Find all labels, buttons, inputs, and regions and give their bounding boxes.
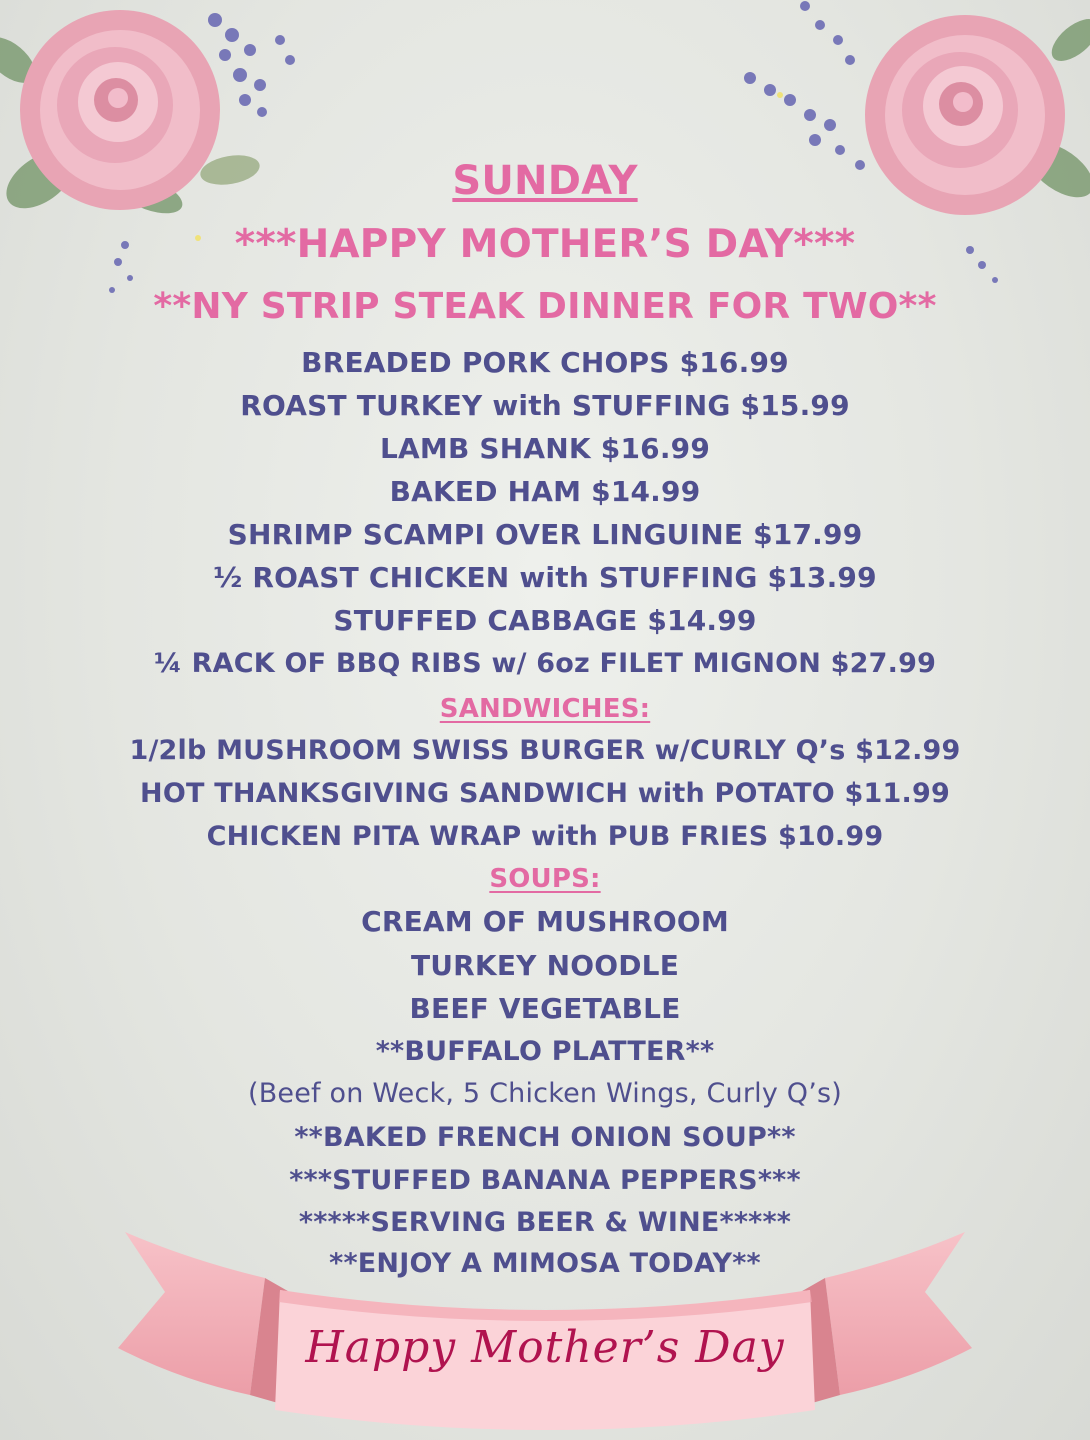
menu-item: **BUFFALO PLATTER** — [375, 1036, 715, 1067]
menu-item: CREAM OF MUSHROOM — [361, 905, 729, 938]
menu-item: 1/2lb MUSHROOM SWISS BURGER w/CURLY Q’s $12.99 — [129, 735, 961, 766]
menu-item: ***STUFFED BANANA PEPPERS*** — [289, 1165, 801, 1196]
menu-item-note: (Beef on Weck, 5 Chicken Wings, Curly Q’s) — [247, 1078, 843, 1109]
menu-item: **BAKED FRENCH ONION SOUP** — [294, 1122, 796, 1153]
menu-item: BEEF VEGETABLE — [409, 992, 681, 1025]
menu-item: ¼ RACK OF BBQ RIBS w/ 6oz FILET MIGNON $27.99 — [153, 648, 937, 679]
menu-item: BAKED HAM $14.99 — [389, 475, 701, 508]
menu-item: ½ ROAST CHICKEN with STUFFING $13.99 — [213, 561, 877, 594]
menu-item: LAMB SHANK $16.99 — [379, 432, 711, 465]
menu-item: HOT THANKSGIVING SANDWICH with POTATO $11.99 — [140, 778, 950, 809]
menu-item: **ENJOY A MIMOSA TODAY** — [329, 1248, 761, 1279]
menu-day: SUNDAY — [452, 158, 638, 204]
section-title-sandwiches: SANDWICHES: — [439, 694, 651, 724]
menu-item: *****SERVING BEER & WINE***** — [298, 1207, 792, 1238]
menu-item: BREADED PORK CHOPS $16.99 — [301, 346, 789, 379]
menu-occasion: ***HAPPY MOTHER’S DAY*** — [234, 222, 856, 267]
menu-item: CHICKEN PITA WRAP with PUB FRIES $10.99 — [206, 821, 884, 852]
menu-item: TURKEY NOODLE — [410, 949, 680, 982]
menu-item: ROAST TURKEY with STUFFING $15.99 — [240, 389, 850, 422]
section-title-soups: SOUPS: — [489, 864, 601, 894]
menu-special: **NY STRIP STEAK DINNER FOR TWO** — [153, 286, 937, 327]
menu-item: STUFFED CABBAGE $14.99 — [333, 604, 757, 637]
banner-script-text: Happy Mother’s Day — [305, 1322, 785, 1373]
menu-item: SHRIMP SCAMPI OVER LINGUINE $17.99 — [227, 518, 863, 551]
